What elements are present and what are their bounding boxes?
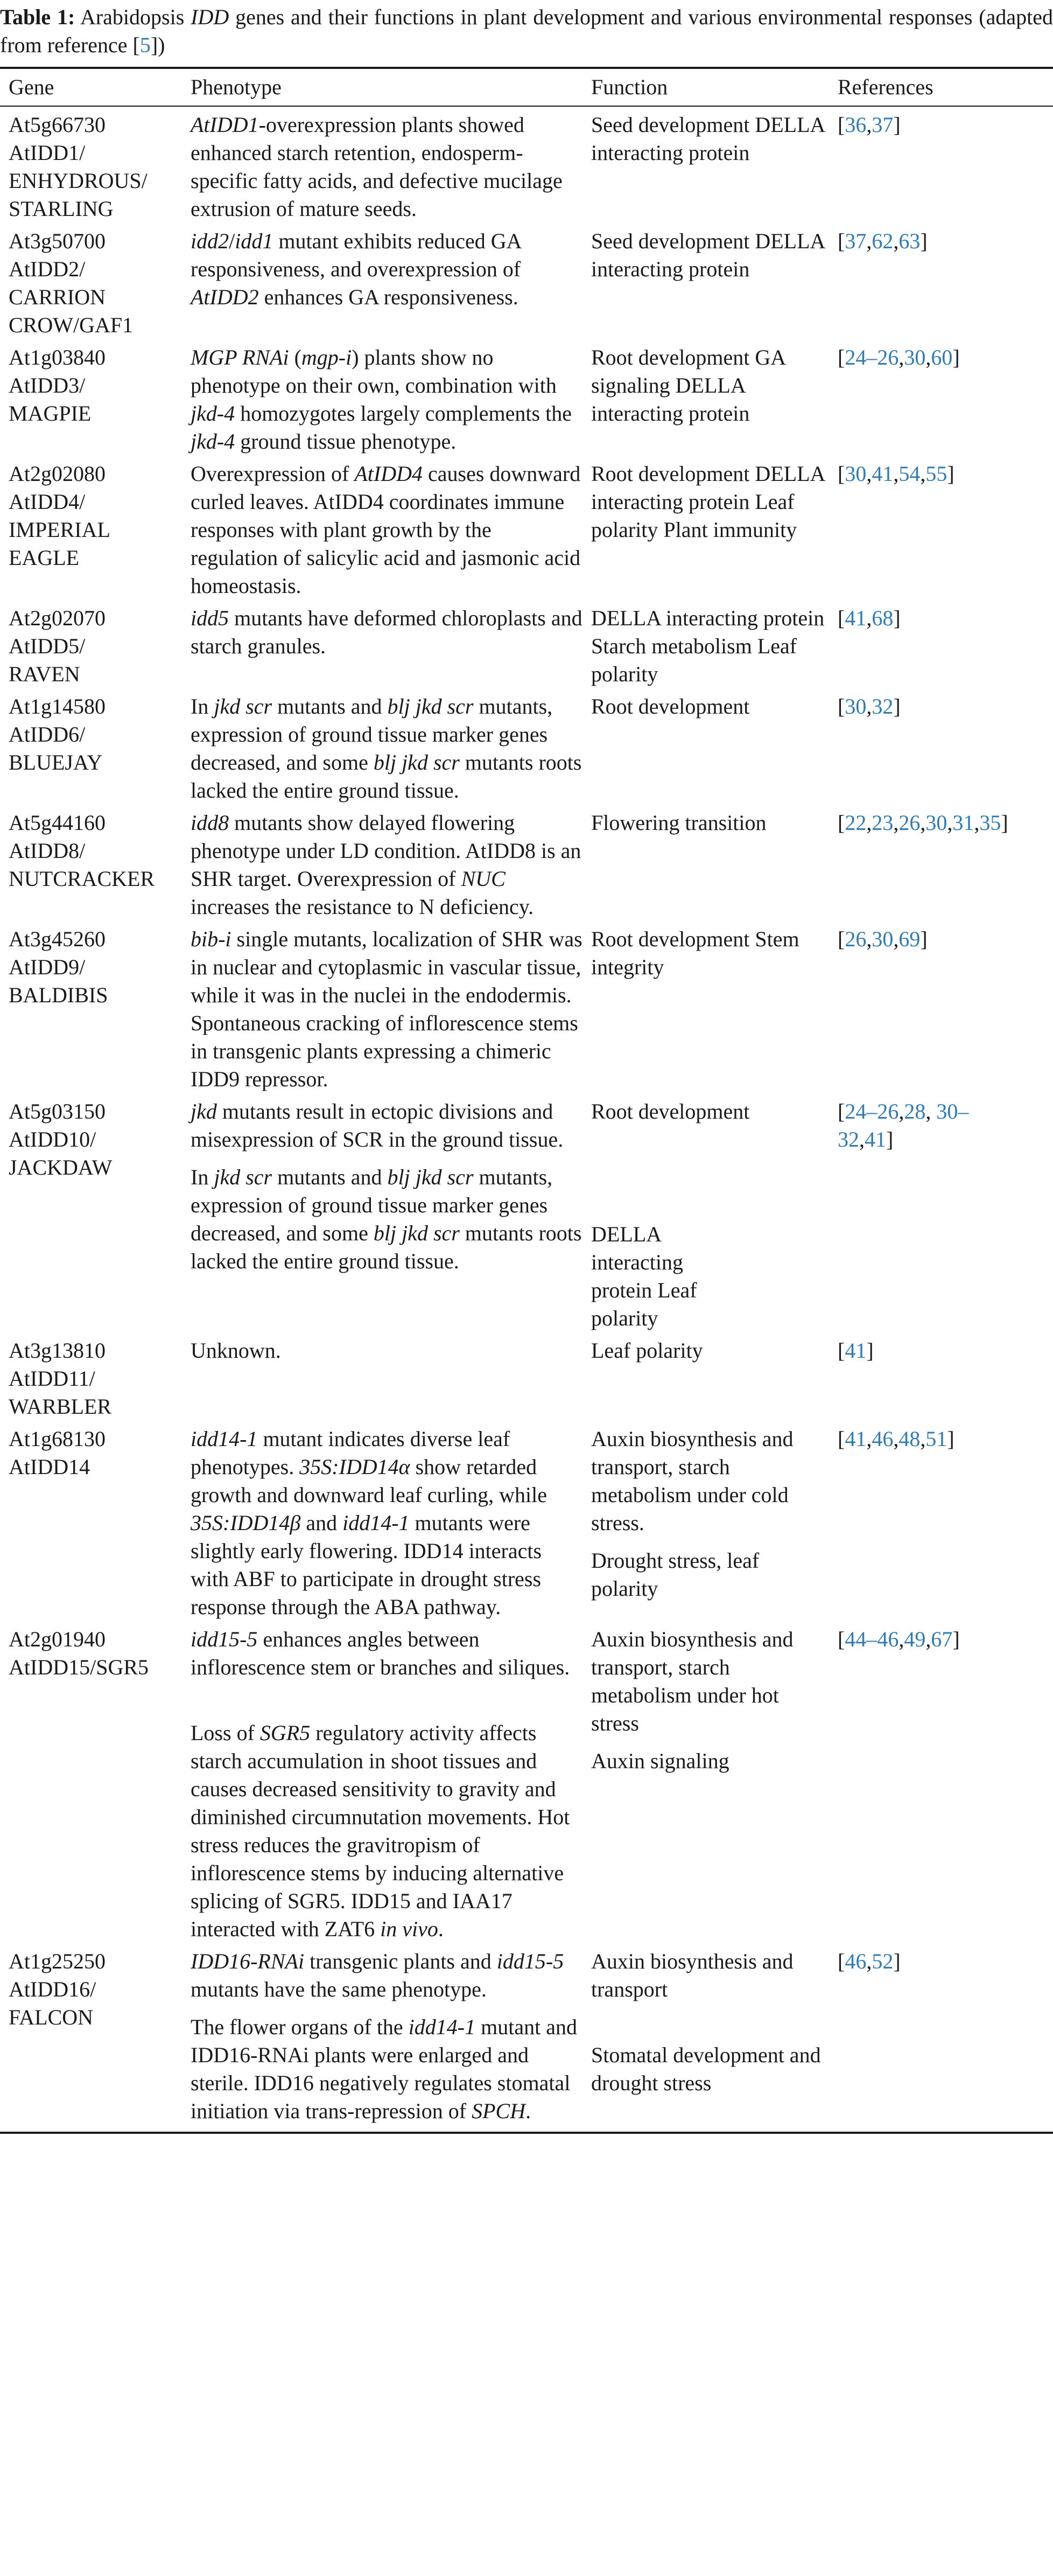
- phenotype-cell: idd8 mutants show delayed flowering phenotype under LD condition. AtIDD8 is an SHR target. Overexpression of NUC increases the resistance to N deficiency.: [191, 811, 581, 919]
- table-row: [0, 106, 1053, 223]
- reference-link[interactable]: 23: [872, 811, 894, 835]
- caption-label: Table 1:: [0, 5, 75, 29]
- gene-cell: At1g03840 AtIDD3/ MAGPIE: [9, 345, 106, 425]
- gene-cell: At1g68130 AtIDD14: [9, 1427, 106, 1479]
- reference-link[interactable]: 41: [845, 1427, 867, 1451]
- reference-link[interactable]: 36: [845, 113, 867, 137]
- reference-link[interactable]: 41: [845, 606, 867, 630]
- references-cell: [30,32]: [838, 694, 901, 718]
- idd-genes-table: [0, 67, 1053, 2134]
- gene-cell: At5g03150 AtIDD10/ JACKDAW: [9, 1099, 113, 1179]
- gene-cell: At2g01940 AtIDD15/SGR5: [9, 1627, 149, 1679]
- reference-link[interactable]: 68: [872, 606, 894, 630]
- reference-link[interactable]: 41: [845, 1338, 867, 1363]
- function-cell: DELLA interacting protein Starch metabolism Leaf polarity: [591, 606, 825, 686]
- table-row: [0, 456, 1053, 600]
- reference-link[interactable]: 69: [898, 927, 921, 951]
- header-gene: Gene: [0, 68, 182, 106]
- function-cell: Auxin biosynthesis and transport, starch metabolism under hot stress Auxin signaling: [591, 1627, 794, 1773]
- references-cell: [37,62,63]: [838, 229, 928, 253]
- phenotype-cell: idd5 mutants have deformed chloroplasts and starch granules.: [191, 606, 582, 658]
- table-caption: Table 1: Arabidopsis IDD genes and their functions in plant development and various environmental responses (adapted from reference [5]): [0, 5, 1053, 57]
- reference-link[interactable]: 30–32: [838, 1099, 969, 1151]
- header-function: Function: [582, 68, 829, 106]
- function-cell: Seed development DELLA interacting protein: [591, 229, 825, 281]
- phenotype-cell: bib-i single mutants, localization of SHR was in nuclear and cytoplasmic in vascular tissue, while it was in the nuclei in the endodermis. Spontaneous cracking of inflorescence stems in transgenic plants expressing a chimeric IDD9 repressor.: [191, 927, 582, 1091]
- references-cell: [44–46,49,67]: [838, 1627, 960, 1651]
- table-row: [0, 223, 1053, 339]
- reference-link[interactable]: 30: [925, 811, 947, 835]
- gene-cell: At5g66730 AtIDD1/ ENHYDROUS/ STARLING: [9, 113, 148, 221]
- header-references: References: [829, 68, 1053, 106]
- reference-link[interactable]: 52: [872, 1949, 894, 1973]
- gene-cell: At2g02070 AtIDD5/ RAVEN: [9, 606, 106, 686]
- gene-cell: At1g25250 AtIDD16/ FALCON: [0, 1943, 182, 2133]
- phenotype-cell: idd15-5 enhances angles between inflorescence stem or branches and siliques. Loss of SGR5 regulatory activity affects starch accumulation in shoot tissues and causes decreased sensitivity to gravity and diminished circumnutation movements. Hot stress reduces the gravitropism of inflorescence stems by inducing alternative splicing of SGR5. IDD15 and IAA17 interacted with ZAT6 in vivo.: [191, 1627, 570, 1941]
- reference-link[interactable]: 54: [898, 462, 921, 486]
- reference-link[interactable]: 28: [904, 1099, 926, 1123]
- references-cell: [41,68]: [838, 606, 901, 630]
- reference-link[interactable]: 30: [872, 927, 894, 951]
- reference-link[interactable]: 49: [904, 1627, 926, 1651]
- gene-cell: At1g14580 AtIDD6/ BLUEJAY: [9, 694, 106, 774]
- function-cell: Root development DELLA interacting protein Leaf polarity: [591, 1099, 750, 1330]
- phenotype-cell: Overexpression of AtIDD4 causes downward curled leaves. AtIDD4 coordinates immune responses with plant growth by the regulation of salicylic acid and jasmonic acid homeostasis.: [191, 462, 581, 598]
- reference-link[interactable]: 32: [872, 694, 894, 718]
- gene-cell: At2g02080 AtIDD4/ IMPERIAL EAGLE: [9, 462, 110, 570]
- references-cell: [22,23,26,30,31,35]: [838, 811, 1008, 835]
- table-header-row: [0, 68, 1053, 106]
- reference-link[interactable]: 5: [139, 33, 151, 57]
- header-phenotype: Phenotype: [182, 68, 582, 106]
- reference-link[interactable]: 46: [872, 1427, 894, 1451]
- table-row: [0, 1943, 1053, 2133]
- table-row: [0, 1621, 1053, 1943]
- table-row: [0, 1093, 1053, 1332]
- reference-link[interactable]: 30: [845, 694, 867, 718]
- table-row: [0, 805, 1053, 921]
- references-cell: [24–26,28, 30–32,41]: [838, 1099, 969, 1151]
- table-row: [0, 688, 1053, 805]
- function-cell: Flowering transition: [591, 811, 767, 835]
- phenotype-cell: Unknown.: [191, 1338, 281, 1363]
- reference-link[interactable]: 31: [952, 811, 974, 835]
- reference-link[interactable]: 35: [979, 811, 1001, 835]
- reference-link[interactable]: 24–26: [845, 1099, 899, 1123]
- phenotype-cell: MGP RNAi (mgp-i) plants show no phenotype on their own, combination with jkd-4 homozygotes largely complements the jkd-4 ground tissue phenotype.: [191, 345, 572, 453]
- table-row: [0, 921, 1053, 1093]
- reference-link[interactable]: 48: [898, 1427, 921, 1451]
- reference-link[interactable]: 41: [872, 462, 894, 486]
- reference-link[interactable]: 67: [931, 1627, 953, 1651]
- reference-link[interactable]: 22: [845, 811, 867, 835]
- reference-link[interactable]: 37: [845, 229, 867, 253]
- reference-link[interactable]: 30: [845, 462, 867, 486]
- reference-link[interactable]: 51: [925, 1427, 947, 1451]
- phenotype-cell: idd2/idd1 mutant exhibits reduced GA responsiveness, and overexpression of AtIDD2 enhances GA responsiveness.: [191, 229, 521, 309]
- phenotype-cell: idd14-1 mutant indicates diverse leaf phenotypes. 35S:IDD14α show retarded growth and downward leaf curling, while 35S:IDD14β and idd14-1 mutants were slightly early flowering. IDD14 interacts with ABF to participate in drought stress response through the ABA pathway.: [191, 1427, 547, 1619]
- reference-link[interactable]: 46: [845, 1949, 867, 1973]
- reference-link[interactable]: 24–26: [845, 345, 899, 369]
- references-cell: [30,41,54,55]: [838, 462, 954, 486]
- function-cell: Root development: [591, 694, 750, 718]
- reference-link[interactable]: 41: [865, 1127, 886, 1151]
- phenotype-cell: AtIDD1-overexpression plants showed enhanced starch retention, endosperm-specific fatty acids, and defective mucilage extrusion of mature seeds.: [191, 113, 563, 221]
- gene-cell: At3g13810 AtIDD11/ WARBLER: [9, 1338, 112, 1419]
- table-row: [0, 339, 1053, 456]
- reference-link[interactable]: 30: [904, 345, 926, 369]
- reference-link[interactable]: 63: [898, 229, 921, 253]
- table-row: [0, 600, 1053, 688]
- reference-link[interactable]: 26: [898, 811, 921, 835]
- reference-link[interactable]: 44–46: [845, 1627, 899, 1651]
- gene-cell: At5g44160 AtIDD8/ NUTCRACKER: [9, 811, 155, 891]
- reference-link[interactable]: 37: [872, 113, 894, 137]
- reference-link[interactable]: 60: [931, 345, 953, 369]
- reference-link[interactable]: 26: [845, 927, 867, 951]
- references-cell: [24–26,30,60]: [838, 345, 960, 369]
- references-cell: [26,30,69]: [838, 927, 928, 951]
- gene-cell: At3g45260 AtIDD9/ BALDIBIS: [9, 927, 108, 1007]
- references-cell: [36,37]: [838, 113, 901, 137]
- references-cell: [41]: [838, 1338, 874, 1363]
- function-cell: Leaf polarity: [591, 1338, 703, 1363]
- references-cell: [46,52]: [829, 1943, 1053, 2133]
- references-cell: [41,46,48,51]: [838, 1427, 954, 1451]
- table-row: [0, 1332, 1053, 1421]
- function-cell: Root development DELLA interacting protein Leaf polarity Plant immunity: [591, 462, 825, 542]
- gene-cell: At3g50700 AtIDD2/ CARRION CROW/GAF1: [9, 229, 134, 337]
- table-row: [0, 1421, 1053, 1621]
- phenotype-cell: IDD16-RNAi transgenic plants and idd15-5 mutants have the same phenotype. The flower organs of the idd14-1 mutant and IDD16-RNAi plants were enlarged and sterile. IDD16 negatively regulates stomatal initiation via trans-repression of SPCH.: [182, 1943, 582, 2133]
- reference-link[interactable]: 62: [872, 229, 894, 253]
- function-cell: Seed development DELLA interacting protein: [591, 113, 825, 165]
- function-cell: Root development Stem integrity: [591, 927, 799, 979]
- reference-link[interactable]: 55: [925, 462, 947, 486]
- function-cell: Auxin biosynthesis and transport, starch metabolism under cold stress. Drought stress, leaf polarity: [591, 1427, 794, 1601]
- function-cell: Root development GA signaling DELLA interacting protein: [591, 345, 785, 425]
- phenotype-cell: In jkd scr mutants and blj jkd scr mutants, expression of ground tissue marker genes decreased, and some blj jkd scr mutants roots lacked the entire ground tissue.: [191, 694, 582, 802]
- phenotype-cell: jkd mutants result in ectopic divisions and misexpression of SCR in the ground tissue. In jkd scr mutants and blj jkd scr mutants, expression of ground tissue marker genes decreased, and some blj jkd scr mutants roots lacked the entire ground tissue.: [191, 1099, 582, 1273]
- function-cell: Auxin biosynthesis and transport Stomatal development and drought stress: [582, 1943, 829, 2133]
